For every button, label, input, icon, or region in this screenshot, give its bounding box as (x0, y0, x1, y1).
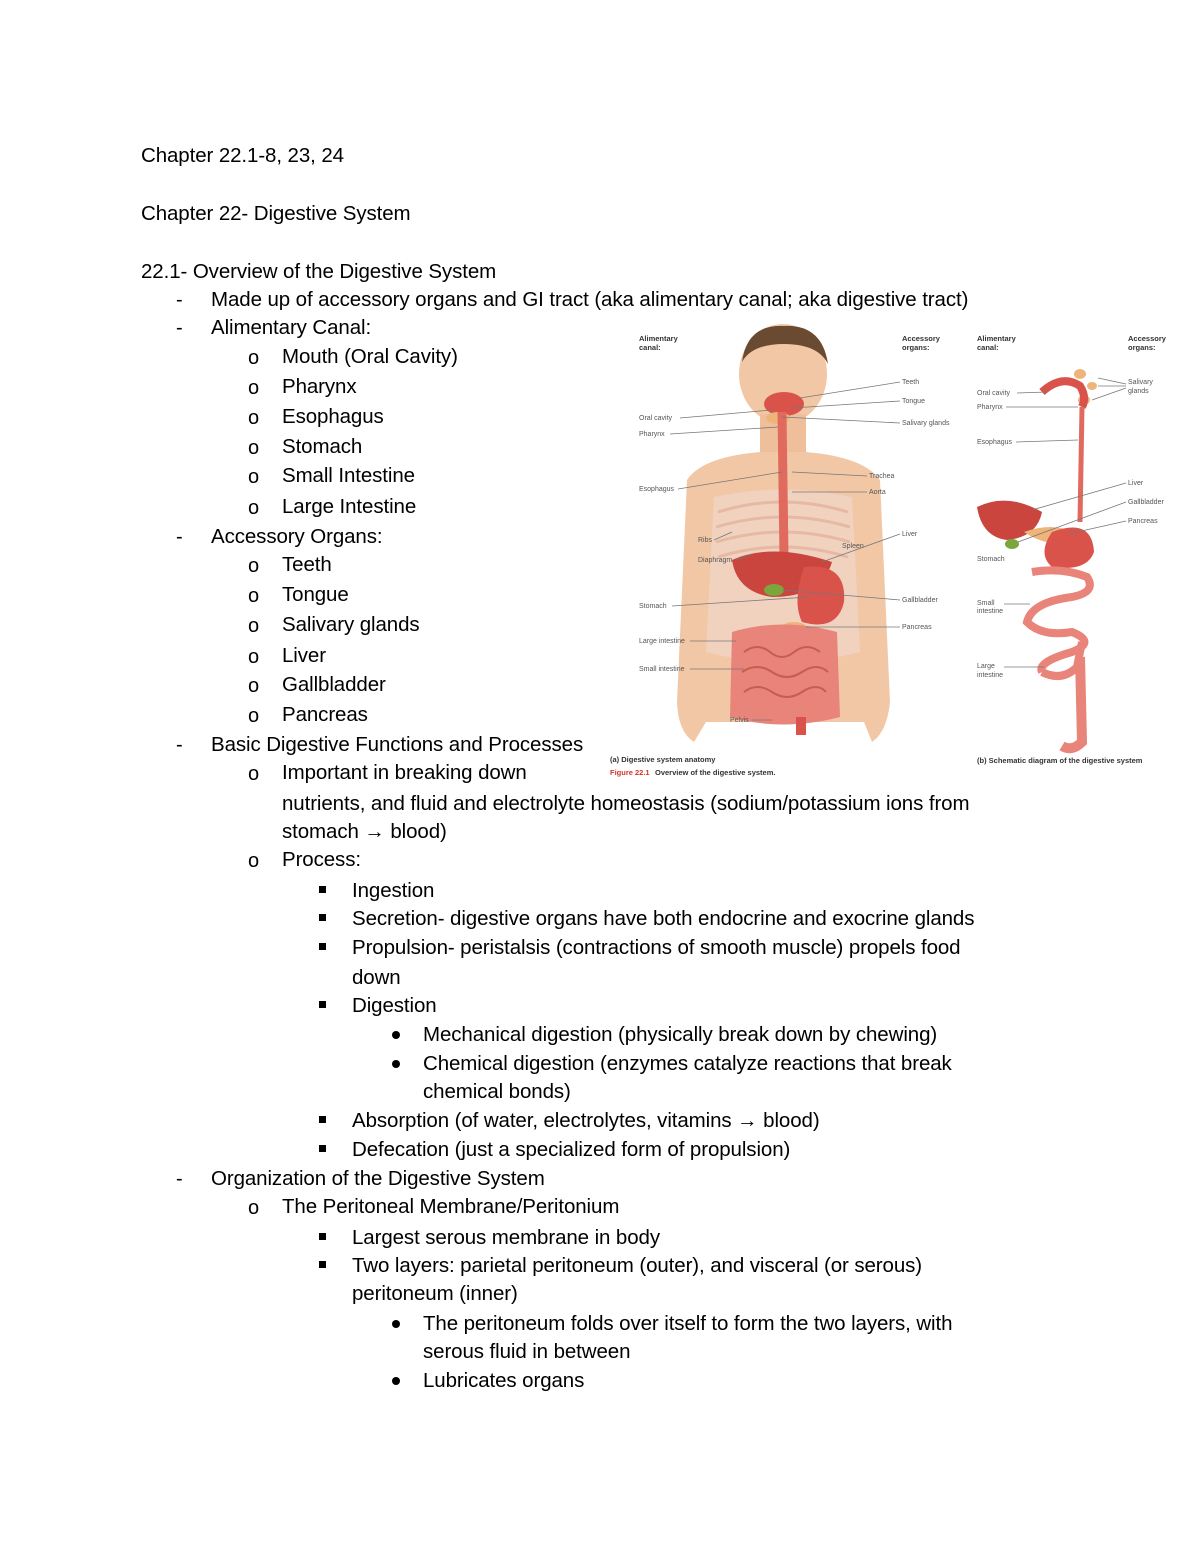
caption-figure-title: Overview of the digestive system. (655, 768, 776, 777)
important-text-line3: stomach → blood) (282, 820, 447, 843)
square-bullet (319, 943, 326, 950)
square-bullet (319, 914, 326, 921)
b-label-small-intestine-2: intestine (977, 608, 1004, 615)
square-bullet (319, 1145, 326, 1152)
chemical-digestion-line2: chemical bonds) (423, 1080, 571, 1103)
dash-bullet: - (176, 734, 183, 756)
circle-bullet: o (248, 763, 260, 785)
a-alimentary-head-1: Alimentary (639, 334, 678, 343)
list-item: Pharynx (282, 375, 357, 398)
peritoneum-folds-line2: serous fluid in between (423, 1340, 631, 1363)
dash-bullet: - (176, 317, 183, 339)
list-item: Large Intestine (282, 495, 417, 518)
square-bullet (319, 1001, 326, 1008)
digestive-system-figure (610, 322, 1180, 784)
process-secretion: Secretion- digestive organs have both endocrine and exocrine glands (352, 907, 975, 930)
a-alimentary-head-2: canal: (639, 343, 661, 352)
a-accessory-head-2: organs: (902, 343, 930, 352)
b-label-oral-cavity: Oral cavity (977, 390, 1011, 397)
circle-bullet: o (248, 497, 260, 519)
label-gallbladder: Gallbladder (902, 597, 938, 604)
circle-bullet: o (248, 347, 260, 369)
dash-bullet: - (176, 526, 183, 548)
label-tongue: Tongue (902, 398, 925, 405)
label-small-intestine: Small intestine (639, 666, 685, 673)
label-stomach: Stomach (639, 603, 667, 610)
label-oral-cavity: Oral cavity (639, 415, 673, 422)
label-esophagus: Esophagus (639, 486, 675, 493)
b-label-esophagus: Esophagus (977, 439, 1013, 446)
list-item: Gallbladder (282, 673, 386, 696)
square-bullet (319, 886, 326, 893)
b-label-salivary-glands-1: Salivary (1128, 379, 1153, 386)
process-propulsion-line2: down (352, 966, 401, 989)
accessory-organs-title: Accessory Organs: (211, 525, 383, 548)
label-large-intestine: Large intestine (639, 638, 685, 645)
circle-bullet: o (248, 466, 260, 488)
process-propulsion-line1: Propulsion- peristalsis (contractions of smooth muscle) propels food (352, 936, 961, 959)
label-spleen: Spleen (842, 543, 864, 550)
caption-figure-number: Figure 22.1 (610, 768, 650, 777)
chemical-digestion-line1: Chemical digestion (enzymes catalyze reactions that break (423, 1052, 952, 1075)
circle-bullet: o (248, 377, 260, 399)
a-accessory-head-1: Accessory (902, 334, 940, 343)
process-defecation: Defecation (just a specialized form of propulsion) (352, 1138, 791, 1161)
digestive-anatomy-illustration (677, 324, 890, 742)
important-text-line1: Important in breaking down (282, 761, 527, 784)
two-layers-line1: Two layers: parietal peritoneum (outer), and visceral (or serous) (352, 1254, 923, 1277)
two-layers-line2: peritoneum (inner) (352, 1282, 518, 1305)
chapter-title-heading: Chapter 22- Digestive System (141, 202, 411, 225)
list-item: Salivary glands (282, 613, 420, 636)
circle-bullet: o (248, 705, 260, 727)
mechanical-digestion: Mechanical digestion (physically break down by chewing) (423, 1023, 938, 1046)
circle-bullet: o (248, 555, 260, 577)
process-absorption: Absorption (of water, electrolytes, vitamins → blood) (352, 1109, 820, 1132)
list-item: Tongue (282, 583, 349, 606)
list-item: Mouth (Oral Cavity) (282, 345, 458, 368)
circle-bullet: o (248, 646, 260, 668)
peritoneal-membrane: The Peritoneal Membrane/Peritonium (282, 1195, 620, 1218)
chapter-range-heading: Chapter 22.1-8, 23, 24 (141, 144, 344, 167)
process-title: Process: (282, 848, 361, 871)
functions-title: Basic Digestive Functions and Processes (211, 733, 584, 756)
b-label-gallbladder: Gallbladder (1128, 499, 1164, 506)
b-label-salivary-glands-2: glands (1128, 388, 1149, 395)
label-pharynx: Pharynx (639, 431, 665, 438)
dash-bullet: - (176, 289, 183, 311)
outline-made-up: Made up of accessory organs and GI tract (aka alimentary canal; aka digestive tract) (211, 288, 969, 311)
label-salivary-glands: Salivary glands (902, 420, 950, 427)
important-text-line2: nutrients, and fluid and electrolyte homeostasis (sodium/potassium ions from (282, 792, 970, 815)
section-heading: 22.1- Overview of the Digestive System (141, 260, 497, 283)
caption-a: (a) Digestive system anatomy (610, 755, 716, 764)
list-item: Pancreas (282, 703, 368, 726)
organization-title: Organization of the Digestive System (211, 1167, 545, 1190)
square-bullet (319, 1261, 326, 1268)
circle-bullet: o (248, 585, 260, 607)
circle-bullet: o (248, 675, 260, 697)
process-ingestion: Ingestion (352, 879, 435, 902)
circle-bullet: o (248, 437, 260, 459)
caption-b: (b) Schematic diagram of the digestive system (977, 756, 1143, 765)
label-liver: Liver (902, 531, 918, 538)
list-item: Esophagus (282, 405, 384, 428)
circle-bullet: o (248, 850, 260, 872)
b-label-stomach: Stomach (977, 556, 1005, 563)
circle-bullet: o (248, 615, 260, 637)
b-label-liver: Liver (1128, 480, 1144, 487)
round-bullet (392, 1031, 400, 1039)
list-item: Liver (282, 644, 326, 667)
process-digestion: Digestion (352, 994, 437, 1017)
square-bullet (319, 1116, 326, 1123)
label-pelvis: Pelvis (730, 717, 749, 724)
circle-bullet: o (248, 1197, 260, 1219)
label-teeth: Teeth (902, 379, 920, 386)
b-label-large-intestine-1: Large (977, 663, 995, 670)
b-label-pancreas: Pancreas (1128, 518, 1158, 525)
square-bullet (319, 1233, 326, 1240)
b-label-pharynx: Pharynx (977, 404, 1003, 411)
b-label-small-intestine-1: Small (977, 600, 995, 607)
b-accessory-head-2: organs: (1128, 343, 1156, 352)
b-alimentary-head-1: Alimentary (977, 334, 1016, 343)
b-alimentary-head-2: canal: (977, 343, 999, 352)
label-pancreas: Pancreas (902, 624, 932, 631)
alimentary-canal-title: Alimentary Canal: (211, 316, 372, 339)
round-bullet (392, 1060, 400, 1068)
largest-serous-membrane: Largest serous membrane in body (352, 1226, 660, 1249)
lubricates-organs: Lubricates organs (423, 1369, 585, 1392)
round-bullet (392, 1320, 400, 1328)
dash-bullet: - (176, 1168, 183, 1190)
list-item: Teeth (282, 553, 332, 576)
label-ribs: Ribs (698, 537, 713, 544)
label-diaphragm: Diaphragm (698, 557, 733, 564)
round-bullet (392, 1377, 400, 1385)
list-item: Stomach (282, 435, 363, 458)
circle-bullet: o (248, 407, 260, 429)
b-accessory-head-1: Accessory (1128, 334, 1166, 343)
label-trachea: Trachea (869, 473, 895, 480)
label-aorta: Aorta (869, 489, 886, 496)
list-item: Small Intestine (282, 464, 415, 487)
peritoneum-folds-line1: The peritoneum folds over itself to form the two layers, with (423, 1312, 953, 1335)
b-label-large-intestine-2: intestine (977, 672, 1004, 679)
